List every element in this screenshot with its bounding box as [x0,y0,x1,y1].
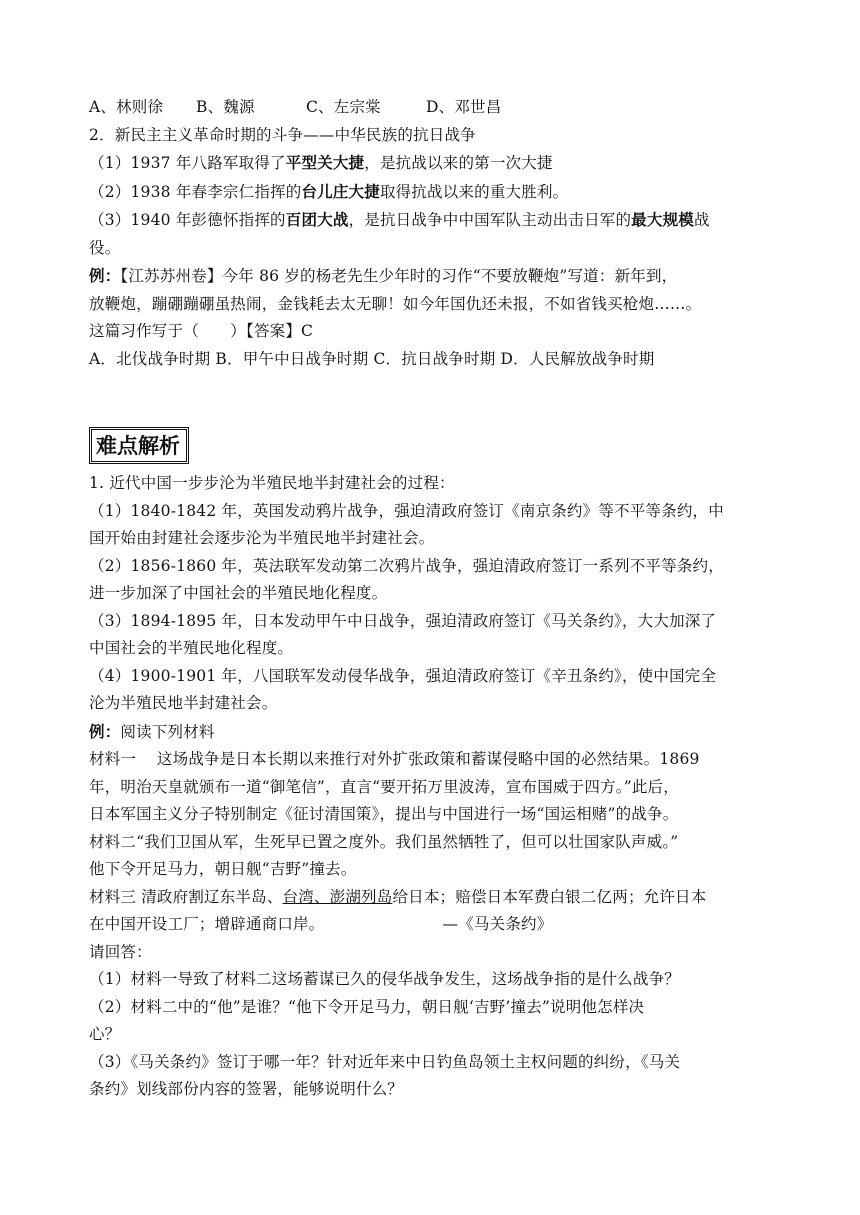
item-3-pre: （3）1940 年彭德怀指挥的 [89,211,286,229]
item-3-mid: ，是抗日战争中中国军队主动出击日军的 [348,211,632,229]
material-1-line-2: 年，明治天皇就颁布一道“御笔信”，直言“要开拓万里波涛，宣布国威于四方。”此后， [89,777,679,796]
question-3-line-2: 条约》划线部份内容的签署，能够说明什么？ [89,1080,404,1098]
question-2-line-2: 心？ [89,1025,121,1043]
option-d: D、邓世昌 [426,98,502,116]
option-c: C、左宗棠 [306,98,381,116]
para-4-line-2: 沦为半殖民地半封建社会。 [89,694,278,712]
example-label: 例： [89,266,121,285]
para-2-line-1: （2）1856-1860 年，英法联军发动第二次鸦片战争，强迫清政府签订一系列不平等条约， [89,556,724,575]
item-2-post: 取得抗战以来的重大胜利。 [379,182,569,201]
para-2-line-2: 进一步加深了中国社会的半殖民地化程度。 [89,584,388,602]
options-line [89,94,789,122]
example-1-text: 【江苏苏州卷】今年 86 岁的杨老先生少年时的习作“不要放鞭炮”写道：新年到， [120,267,678,285]
heading-2: 2．新民主主义革命时期的斗争——中华民族的抗日战争 [89,125,476,144]
material-3-line-1 [89,884,789,912]
item-2-pre: （2）1938 年春李宗仁指挥的 [89,182,302,201]
material-3-post: 给日本；赔偿日本军费白银二亿两；允许日本 [392,887,707,906]
material-2-line-2: 他下令开足马力，朝日舰“吉野”撞去。 [89,860,357,878]
material-1-line-1: 材料一 这场战争是日本长期以来推行对外扩张政策和蓄谋侵略中国的必然结果。1869 [89,750,700,768]
example-2-text: 阅读下列材料 [120,722,215,741]
example-1-line-3: 这篇习作写于（ ）【答案】C [89,322,314,340]
item-1-bold: 平型关大捷 [285,153,365,172]
para-4-line-1: （4）1900-1901 年，八国联军发动侵华战争，强迫清政府签订《辛丑条约》，使中国完全 [89,666,717,685]
item-3-bold-2: 最大规模 [631,210,694,229]
spacer [89,373,789,421]
item-2-bold: 台儿庄大捷 [301,181,380,201]
example-2-label: 例： [89,721,121,741]
material-3-source: —《马关条约》 [442,915,553,933]
material-1-line-3: 日本军国主义分子特别制定《征讨清国策》，提出与中国进行一场“国运相赌”的战争。 [89,805,679,823]
part2-heading: 1. 近代中国一步步沦为半殖民地半封建社会的过程： [89,474,455,492]
item-3-post: 战 [693,211,710,229]
option-a: A、林则徐 [89,98,164,116]
document-page [89,94,789,1104]
material-2-line-1: 材料二“我们卫国从军，生死早已置之度外。我们虽然牺牲了，但可以壮国家队声威。” [89,832,679,851]
question-2-line-1: （2）材料二中的“他”是谁？“他下令开足马力，朝日舰‘吉野’撞去”说明他怎样决 [89,997,645,1016]
item-1-pre: （1）1937 年八路军取得了 [89,154,286,172]
item-3-cont: 役。 [89,238,121,257]
item-3 [89,206,789,235]
material-3-underlined: 台湾、澎湖列岛 [282,887,393,906]
option-b: B、魏源 [196,98,255,116]
example-1-line-1 [89,262,789,291]
ask-label: 请回答： [89,942,152,961]
para-3-line-1: （3）1894-1895 年，日本发动甲午中日战争，强迫清政府签订《马关条约》，大大加深了 [89,611,717,630]
example-1-options: A．北伐战争时期 B．甲午中日战争时期 C．抗日战争时期 D．人民解放战争时期 [89,349,655,368]
material-3-line-2 [89,911,789,939]
para-1-line-2: 国开始由封建社会逐步沦为半殖民地半封建社会。 [89,529,435,547]
item-2 [89,178,789,207]
section-heading [89,421,789,470]
example-2 [89,718,789,747]
item-3-bold: 百团大战 [285,210,349,229]
material-3-pre: 材料三 清政府割辽东半岛、 [89,887,283,906]
para-3-line-2: 中国社会的半殖民地化程度。 [89,639,294,657]
example-1-line-2: 放鞭炮，蹦硼蹦硼虽热闹，金钱耗去太无聊！如今年国仇还未报，不如省钱买枪炮……。 [89,294,702,313]
question-1: （1）材料一导致了材料二这场蓄谋已久的侵华战争发生，这场战争指的是什么战争？ [89,970,680,988]
para-1-line-1: （1）1840-1842 年，英国发动鸦片战争，强迫清政府签订《南京条约》等不平等条约，中 [89,501,724,520]
section-title: 难点解析 [89,427,189,464]
item-1-post: ，是抗战以来的第一次大捷 [364,154,553,172]
material-3-text-2: 在中国开设工厂；增辟通商口岸。 [89,915,325,933]
item-1 [89,149,789,178]
question-3-line-1: （3）《马关条约》签订于哪一年？针对近年来中日钓鱼岛领土主权问题的纠纷，《马关 [89,1052,681,1071]
